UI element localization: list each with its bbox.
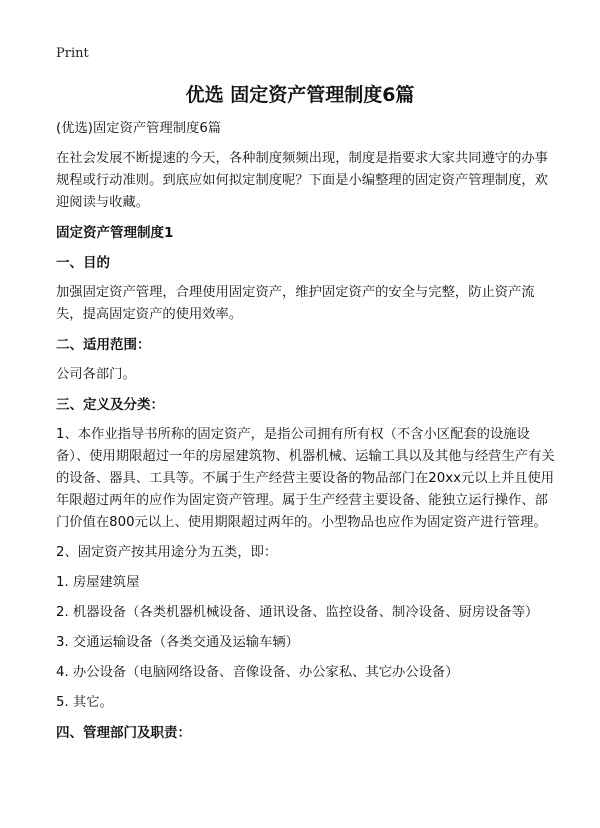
document-body [56, 118, 556, 752]
list-item: 4. 办公设备（电脑网络设备、音像设备、办公家私、其它办公设备） [56, 665, 459, 680]
purpose-paragraph: 加强固定资产管理，合理使用固定资产，维护固定资产的安全与完整，防止资产流失，提高固定资产的使用效率。 [56, 285, 535, 322]
heading-definition: 三、定义及分类： [56, 397, 164, 413]
list-item: 2. 机器设备（各类机器机械设备、通讯设备、监控设备、制冷设备、厨房设备等） [56, 605, 539, 620]
scope-paragraph: 公司各部门。 [56, 367, 136, 382]
document-subtitle: (优选)固定资产管理制度6篇 [56, 121, 222, 136]
intro-paragraph: 在社会发展不断提速的今天，各种制度频频出现，制度是指要求大家共同遵守的办事规程或行动准则。到底应如何拟定制度呢？下面是小编整理的固定资产管理制度，欢迎阅读与收藏。 [56, 151, 548, 210]
document-title: 优选 固定资产管理制度6篇 [185, 84, 415, 106]
list-item: 1. 房屋建筑屋 [56, 575, 140, 590]
definition-paragraph-1: 1、本作业指导书所称的固定资产，是指公司拥有所有权（不含小区配套的设施设备）、使用期限超过一年的房屋建筑物、机器机械、运输工具以及其他与经营生产有关的设备、器具、工具等。不属于生产经营主要设备的物品部门在20xx元以上并且使用年限超过两年的应作为固定资产管理。属于生产经营主要设备、能独立运行操作、部门价值在800元以上、使用期限超过两年的。小型物品也应作为固定资产进行管理。 [56, 427, 555, 530]
definition-paragraph-2: 2、固定资产按其用途分为五类，即： [56, 545, 278, 560]
heading-purpose: 一、目的 [56, 255, 110, 271]
heading-scope: 二、适用范围： [56, 337, 151, 353]
heading-management: 四、管理部门及职责： [56, 725, 191, 741]
print-label: Print [56, 46, 89, 61]
section-title: 固定资产管理制度1 [56, 225, 174, 241]
list-item: 5. 其它。 [56, 695, 113, 710]
list-item: 3. 交通运输设备（各类交通及运输车辆） [56, 635, 299, 650]
